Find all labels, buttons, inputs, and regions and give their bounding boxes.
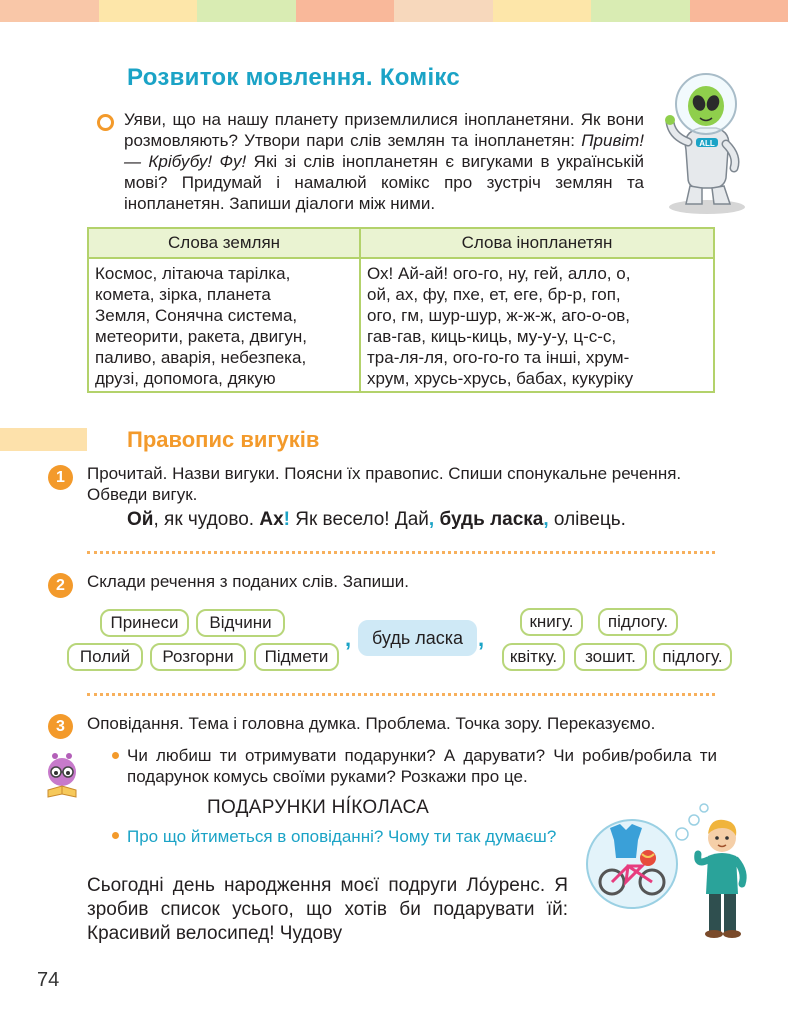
earthling-words-line: метеорити, ракета, двигун, xyxy=(95,327,307,346)
phrase-chip-bud-laska: будь ласка xyxy=(358,620,477,656)
alien-badge-text: ALL xyxy=(699,139,715,148)
dotted-divider xyxy=(87,693,715,696)
sentence-part: олівець. xyxy=(548,509,626,530)
header-earthlings: Слова землян xyxy=(88,228,360,258)
alien-words-line: хрум, хрусь-хрусь, бабах, кукуріку xyxy=(367,369,634,388)
intro-text-b: Які зі слів інопланетян є вигуками в українській мові? Придумай і намалюй комікс про зустріч землян та інопланетян. Запиши діалоги між ними. xyxy=(124,152,644,213)
alien-words-line: тра-ля-ля, ого-го-го та інші, хрум- xyxy=(367,348,630,367)
circle-bullet-icon xyxy=(97,114,114,131)
earthling-words-line: друзі, допомога, дякую xyxy=(95,369,276,388)
alien-words-cell xyxy=(360,258,714,392)
earthling-words-line: паливо, аварія, небезпека, xyxy=(95,348,307,367)
task-number-1: 1 xyxy=(48,465,73,490)
page-number: 74 xyxy=(37,969,60,991)
task-number-3: 3 xyxy=(48,714,73,739)
word-chip: зошит. xyxy=(574,643,647,671)
words-table xyxy=(87,227,715,393)
sentence-part: , як чудово. xyxy=(153,509,260,530)
word-chip: підлогу. xyxy=(653,643,732,671)
task-3-instructions: Оповідання. Тема і головна думка. Проблема. Точка зору. Переказуємо. xyxy=(87,714,656,733)
earthling-words-cell xyxy=(88,258,360,392)
question-gifts: Чи любиш ти отримувати подарунки? А дарувати? Чи робив/робила ти подарунок комусь своїми руками? Розкажи про це. xyxy=(127,746,717,786)
word-chip: Принеси xyxy=(100,609,189,637)
alien-words-line: ого, гм, шур-шур, ж-ж-ж, аго-о-ов, xyxy=(367,306,631,325)
interjection-oi: Ой xyxy=(127,509,154,530)
highlighted-comma: , xyxy=(428,509,435,530)
story-text: Сьогодні день народження моєї подруги Ло́уренс. Я зробив список усього, що хотів би подарувати їй: Красивий велосипед! Чудову xyxy=(87,875,568,944)
boy-dreaming-gifts-illustration xyxy=(586,800,758,944)
highlighted-exclamation: ! xyxy=(283,509,290,530)
comma-left: , xyxy=(345,626,352,651)
task-2-instructions: Склади речення з поданих слів. Запиши. xyxy=(87,572,410,591)
stripe xyxy=(394,0,493,22)
word-chip: Підмети xyxy=(254,643,339,671)
word-chip: Полий xyxy=(67,643,143,671)
highlighted-comma: , xyxy=(543,509,549,530)
header-aliens: Слова інопланетян xyxy=(360,228,714,258)
reading-character-icon xyxy=(42,750,82,800)
intro-text-a: Уяви, що на нашу планету приземлилися інопланетяни. Як вони розмовляють? Утвори пари слів землян та інопланетян: xyxy=(124,110,644,150)
question-prediction: Про що йтиметься в оповіданні? Чому ти так думаєш? xyxy=(127,827,557,846)
section-title-interjections: Правопис вигуків xyxy=(127,427,320,452)
sentence-part: Як весело! Дай xyxy=(289,509,429,530)
word-chip: підлогу. xyxy=(598,608,678,636)
task-number-2: 2 xyxy=(48,573,73,598)
alien-words-line: ой, ах, фу, пхе, ет, еге, бр-р, гоп, xyxy=(367,285,621,304)
word-chip: книгу. xyxy=(520,608,583,636)
earthling-words-line: комета, зірка, планета xyxy=(95,285,271,304)
stripe xyxy=(591,0,690,22)
stripe xyxy=(690,0,788,22)
stripe xyxy=(296,0,395,22)
task-1-example-sentence xyxy=(127,509,626,531)
section-title-speech-development: Розвиток мовлення. Комікс xyxy=(127,64,461,91)
alien-words-line: Ох! Ай-ай! ого-го, ну, гей, алло, о, xyxy=(367,264,631,283)
stripe xyxy=(197,0,296,22)
interjection-akh: Ах xyxy=(259,509,284,530)
section-marker-bar xyxy=(0,428,87,451)
bullet-dot-icon xyxy=(112,832,119,839)
intro-paragraph xyxy=(124,109,644,214)
story-title: ПОДАРУНКИ НІ́КОЛАСА xyxy=(207,797,430,818)
stripe xyxy=(493,0,592,22)
comma-right: , xyxy=(478,626,485,651)
stripe xyxy=(99,0,198,22)
task-1-instructions: Прочитай. Назви вигуки. Поясни їх правопис. Спиши спонукальне речення. Обведи вигук. xyxy=(87,464,682,504)
stripe xyxy=(0,0,99,22)
word-chip: Розгорни xyxy=(150,643,246,671)
top-color-stripes xyxy=(0,0,788,22)
phrase-bud-laska: будь ласка xyxy=(434,509,544,530)
word-chip: квітку. xyxy=(502,643,565,671)
bullet-dot-icon xyxy=(112,752,119,759)
intro-example-italic: Привіт! — Крібубу! Фу! xyxy=(124,131,644,171)
alien-astronaut-icon xyxy=(658,70,754,216)
word-chip: Відчини xyxy=(196,609,285,637)
earthling-words-line: Земля, Сонячна система, xyxy=(95,306,298,325)
dotted-divider xyxy=(87,551,715,554)
alien-words-line: гав-гав, киць-киць, му-у-у, ц-с-с, xyxy=(367,327,617,346)
earthling-words-line: Космос, літаюча тарілка, xyxy=(95,264,291,283)
